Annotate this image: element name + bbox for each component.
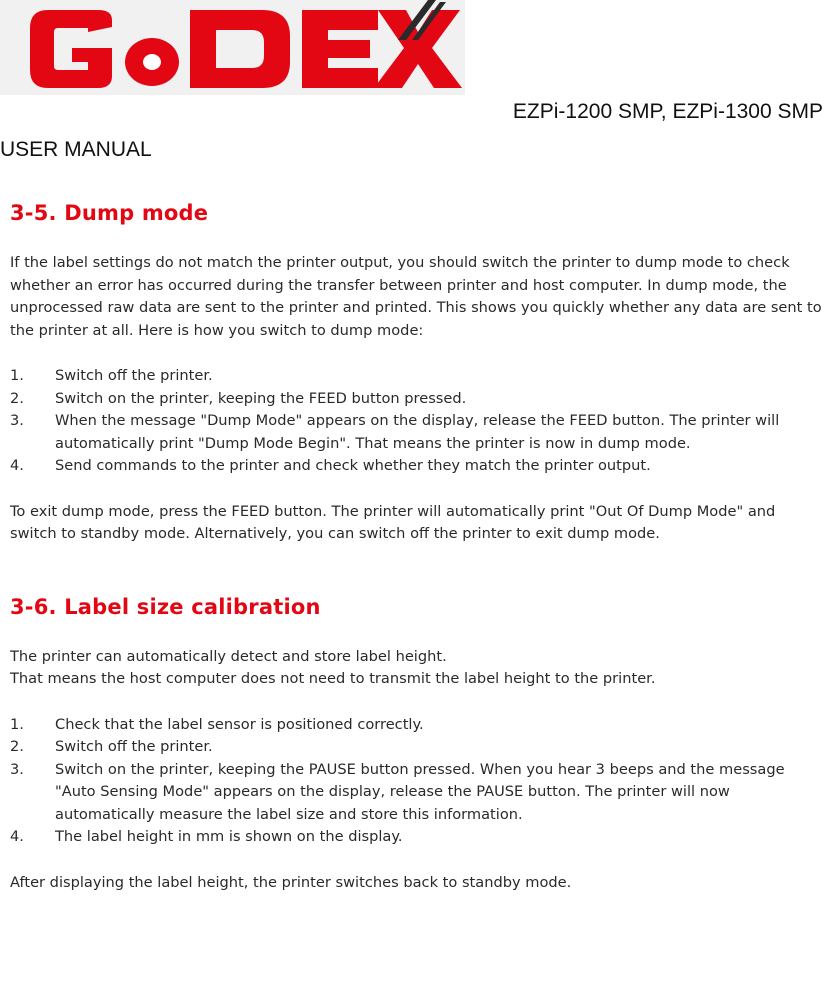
- section-label-size-calibration: [10, 592, 825, 895]
- step-number: 2.: [10, 389, 24, 407]
- godex-logo-graphic: [0, 0, 465, 95]
- step-number: 4.: [10, 828, 24, 846]
- step-number: 1.: [10, 366, 24, 384]
- section-intro: If the label settings do not match the printer output, you should switch the printer to dump mode to check whether an error has occurred during the transfer between printer and host computer. In dump mode, the unprocessed raw data are sent to the printer and printed. This shows you quickly whether any data are sent to the printer at all. Here is how you switch to dump mode:: [10, 254, 822, 339]
- steps-list: [10, 365, 825, 478]
- list-item: [10, 759, 825, 827]
- section-outro: After displaying the label height, the printer switches back to standby mode.: [10, 873, 572, 891]
- manual-subtitle: USER MANUAL: [0, 138, 152, 161]
- step-text: When the message "Dump Mode" appears on the display, release the FEED button. The printer will automatically print "Dump Mode Begin". That means the printer is now in dump mode.: [55, 412, 780, 452]
- step-number: 1.: [10, 715, 24, 733]
- section-intro-line: The printer can automatically detect and store label height.: [10, 647, 447, 665]
- godex-logo: [0, 0, 465, 95]
- list-item: [10, 410, 825, 455]
- step-text: Check that the label sensor is positioned correctly.: [55, 715, 424, 733]
- step-number: 3.: [10, 760, 24, 778]
- section-heading: 3-6. Label size calibration: [10, 594, 321, 619]
- step-text: Switch off the printer.: [55, 738, 213, 756]
- list-item: [10, 388, 825, 411]
- step-text: Send commands to the printer and check whether they match the printer output.: [55, 457, 651, 475]
- list-item: [10, 736, 825, 759]
- section-outro: To exit dump mode, press the FEED button. The printer will automatically print "Out Of Dump Mode" and switch to standby mode. Alternatively, you can switch off the printer to exit dump mode.: [10, 502, 776, 543]
- step-text: Switch off the printer.: [55, 366, 213, 384]
- list-item: [10, 826, 825, 849]
- step-text: The label height in mm is shown on the display.: [55, 828, 403, 846]
- list-item: [10, 714, 825, 737]
- section-intro-line: That means the host computer does not need to transmit the label height to the printer.: [10, 670, 656, 688]
- section-heading: 3-5. Dump mode: [10, 201, 209, 225]
- section-dump-mode: [10, 198, 825, 546]
- manual-model-title: EZPi-1200 SMP, EZPi-1300 SMP: [512, 100, 823, 123]
- step-number: 4.: [10, 457, 24, 475]
- steps-list: [10, 714, 825, 850]
- list-item: [10, 455, 825, 478]
- step-text: Switch on the printer, keeping the FEED button pressed.: [55, 389, 467, 407]
- step-number: 3.: [10, 412, 24, 430]
- list-item: [10, 365, 825, 388]
- step-text: Switch on the printer, keeping the PAUSE button pressed. When you hear 3 beeps and the message "Auto Sensing Mode" appears on the display, release the PAUSE button. The printer will now automatically measure the label size and store this information.: [55, 760, 785, 823]
- manual-content: [10, 198, 825, 894]
- step-number: 2.: [10, 738, 24, 756]
